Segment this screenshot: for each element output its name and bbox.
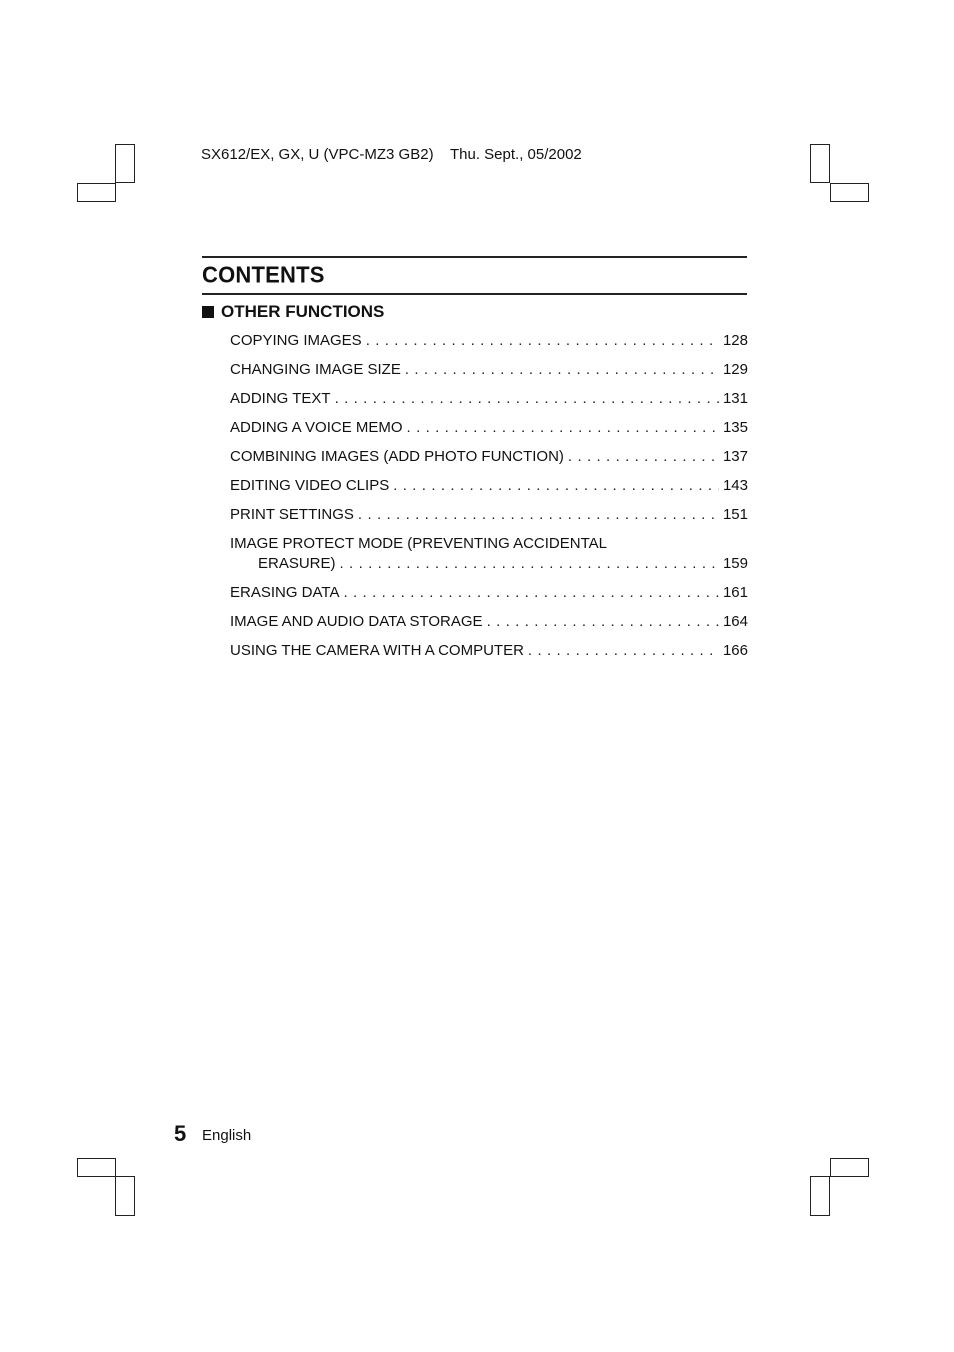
toc-entry[interactable] bbox=[230, 418, 748, 447]
crop-mark-top-left-vertical bbox=[115, 144, 135, 183]
toc-entry-label: IMAGE PROTECT MODE (PREVENTING ACCIDENTAL bbox=[230, 535, 607, 552]
dot-leader bbox=[343, 583, 719, 603]
toc-entry-label: ADDING A VOICE MEMO bbox=[230, 419, 403, 436]
dot-leader bbox=[393, 476, 719, 496]
page-number: 5 bbox=[174, 1121, 187, 1146]
toc-entry-label: EDITING VIDEO CLIPS bbox=[230, 477, 390, 494]
toc-entry[interactable] bbox=[230, 612, 748, 641]
toc-entry-page: 128 bbox=[722, 332, 748, 349]
dot-leader bbox=[568, 447, 719, 467]
dot-leader bbox=[405, 360, 719, 380]
document-header bbox=[201, 146, 582, 163]
toc-list bbox=[230, 331, 748, 670]
toc-entry[interactable] bbox=[230, 447, 748, 476]
dot-leader bbox=[335, 389, 719, 409]
toc-entry-page: 143 bbox=[722, 477, 748, 494]
dot-leader bbox=[528, 641, 719, 661]
language-label: English bbox=[202, 1127, 252, 1144]
crop-mark-top-left-horizontal bbox=[77, 183, 116, 202]
dot-leader bbox=[366, 331, 719, 351]
dot-leader bbox=[358, 505, 719, 525]
square-bullet-icon bbox=[202, 306, 214, 318]
toc-entry-label: COMBINING IMAGES (ADD PHOTO FUNCTION) bbox=[230, 448, 564, 465]
crop-mark-top-right-vertical bbox=[810, 144, 830, 183]
section-heading-label: OTHER FUNCTIONS bbox=[221, 302, 385, 321]
toc-entry-label: ERASING DATA bbox=[230, 584, 340, 601]
toc-entry-label: PRINT SETTINGS bbox=[230, 506, 354, 523]
toc-entry-label: USING THE CAMERA WITH A COMPUTER bbox=[230, 642, 524, 659]
toc-entry[interactable] bbox=[230, 583, 748, 612]
toc-entry[interactable] bbox=[230, 476, 748, 505]
toc-entry[interactable] bbox=[230, 331, 748, 360]
toc-entry-label-continued: ERASURE) bbox=[258, 555, 336, 572]
toc-entry[interactable] bbox=[230, 360, 748, 389]
toc-entry-page: 151 bbox=[722, 506, 748, 523]
toc-entry-page: 164 bbox=[722, 613, 748, 630]
dot-leader bbox=[340, 554, 719, 574]
toc-entry[interactable] bbox=[230, 534, 748, 583]
header-date: Thu. Sept., 05/2002 bbox=[449, 146, 582, 163]
toc-entry-page: 161 bbox=[722, 584, 748, 601]
toc-entry-page: 131 bbox=[722, 390, 748, 407]
toc-entry-page: 159 bbox=[722, 555, 748, 572]
title-rule-top bbox=[202, 256, 747, 258]
toc-entry-label: CHANGING IMAGE SIZE bbox=[230, 361, 401, 378]
section-heading bbox=[202, 302, 384, 322]
toc-entry[interactable] bbox=[230, 505, 748, 534]
toc-entry[interactable] bbox=[230, 389, 748, 418]
toc-entry-page: 129 bbox=[722, 361, 748, 378]
toc-entry-page: 137 bbox=[722, 448, 748, 465]
toc-entry-page: 166 bbox=[722, 642, 748, 659]
crop-mark-bottom-left-vertical bbox=[115, 1176, 135, 1216]
crop-mark-bottom-right-vertical bbox=[810, 1176, 830, 1216]
crop-mark-bottom-right-horizontal bbox=[830, 1158, 869, 1177]
dot-leader bbox=[487, 612, 719, 632]
toc-entry-page: 135 bbox=[722, 419, 748, 436]
page-title: CONTENTS bbox=[202, 261, 325, 288]
crop-mark-top-right-horizontal bbox=[830, 183, 869, 202]
toc-entry-label: IMAGE AND AUDIO DATA STORAGE bbox=[230, 613, 483, 630]
toc-entry-label: COPYING IMAGES bbox=[230, 332, 362, 349]
crop-mark-bottom-left-horizontal bbox=[77, 1158, 116, 1177]
toc-entry[interactable] bbox=[230, 641, 748, 670]
title-rule-bottom bbox=[202, 293, 747, 295]
dot-leader bbox=[407, 418, 719, 438]
toc-entry-label: ADDING TEXT bbox=[230, 390, 331, 407]
model-info: SX612/EX, GX, U (VPC-MZ3 GB2) bbox=[201, 146, 434, 163]
